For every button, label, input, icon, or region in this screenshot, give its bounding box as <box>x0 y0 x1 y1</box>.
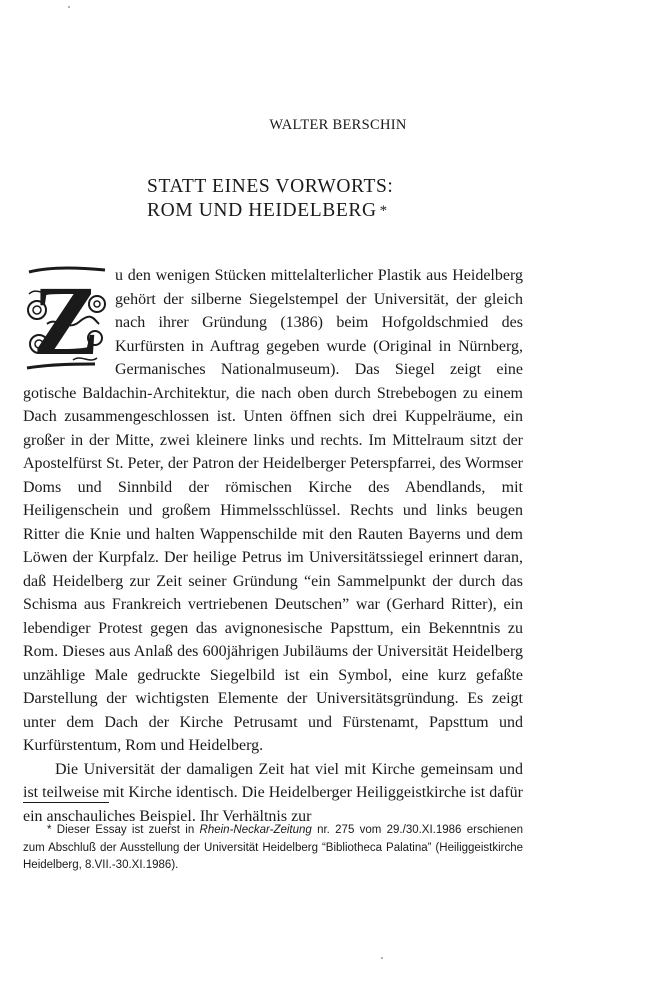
title-line-2-text: ROM UND HEIDELBERG <box>147 200 377 221</box>
title-footnote-marker: * <box>379 203 388 219</box>
author-heading: WALTER BERSCHIN <box>269 117 407 133</box>
paragraph-1: u den wenigen Stücken mittelalterlicher Plastik aus Heidelberg gehört der silberne Siegelstempel der Universität, der gleich nach ihrer Gründung (1386) beim Hofgoldschmied des Kurfürsten in Auftrag gegeben wurde (Original in Nürnberg, Germanisches Nationalmuseum). Das Siegel zeigt eine gotische Baldachin-Architektur, die nach oben durch Strebebogen zu einem Dach zusammengeschlossen ist. Unten öffnen sich drei Kuppelräume, ein großer in der Mitte, zwei kleinere links und rechts. Im Mittelraum sitzt der Apostelfürst St. Peter, der Patron der Heidelberger Peterspfarrei, des Wormser Doms und Sinnbild der römischen Kirche des Abendlands, mit Heiligenschein und großem Himmelsschlüssel. Rechts und links beugen Ritter die Knie und halten Wappenschilde mit den Rauten Bayerns und dem Löwen der Kurpfalz. Der heilige Petrus im Universitätssiegel erinnert daran, daß Heidelberg zur Zeit seiner Gründung “ein Sammelpunkt der durch das Schisma aus Frankreich vertriebenen Deutschen” war (Gerhard Ritter), ein lebendiger Protest gegen das avignonesische Papsttum, ein Bekenntnis zu Rom. Dieses aus Anlaß des 600jährigen Jubiläums der Universität Heidelberg unzählige Male gedruckte Siegelbild ist ein Symbol, eine kurz gefaßte Darstellung der wichtigsten Elemente der Universitätsgründung. Es zeigt unter dem Dach der Kirche Petrusamt und Fürstenamt, Papsttum und Kurfürstentum, Rom und Heidelberg. <box>23 267 523 754</box>
ornamental-initial-letter: Z <box>32 265 100 374</box>
footnote-marker: * <box>47 824 52 836</box>
essay-title <box>147 175 393 223</box>
body-text <box>23 264 523 828</box>
scan-speck <box>68 6 70 8</box>
footnote-journal: Rhein-Neckar-Zeitung <box>199 824 312 836</box>
paragraph-2: Die Universität der damaligen Zeit hat viel mit Kirche gemeinsam und ist teilweise mit Kirche identisch. Die Heidelberger Heiliggeistkirche ist dafür ein anschauliches Beispiel. Ihr Verhältnis zur <box>23 760 523 825</box>
footnote <box>23 822 523 875</box>
footnote-lead: Dieser Essay ist zuerst in <box>56 824 200 836</box>
footnote-divider <box>23 802 109 803</box>
title-line-1: STATT EINES VORWORTS: <box>147 176 394 197</box>
ornamental-initial-z-icon <box>23 264 109 374</box>
title-line-2 <box>147 199 393 223</box>
scan-speck <box>381 957 383 959</box>
footnote-rest: nr. 275 vom 29./30.XI.1986 erschienen zum Abschluß der Ausstellung der Universität Heidelberg “Bibliotheca Palatina” (Heiliggeistkirche Heidelberg, 8.VII.-30.XI.1986). <box>23 824 523 871</box>
